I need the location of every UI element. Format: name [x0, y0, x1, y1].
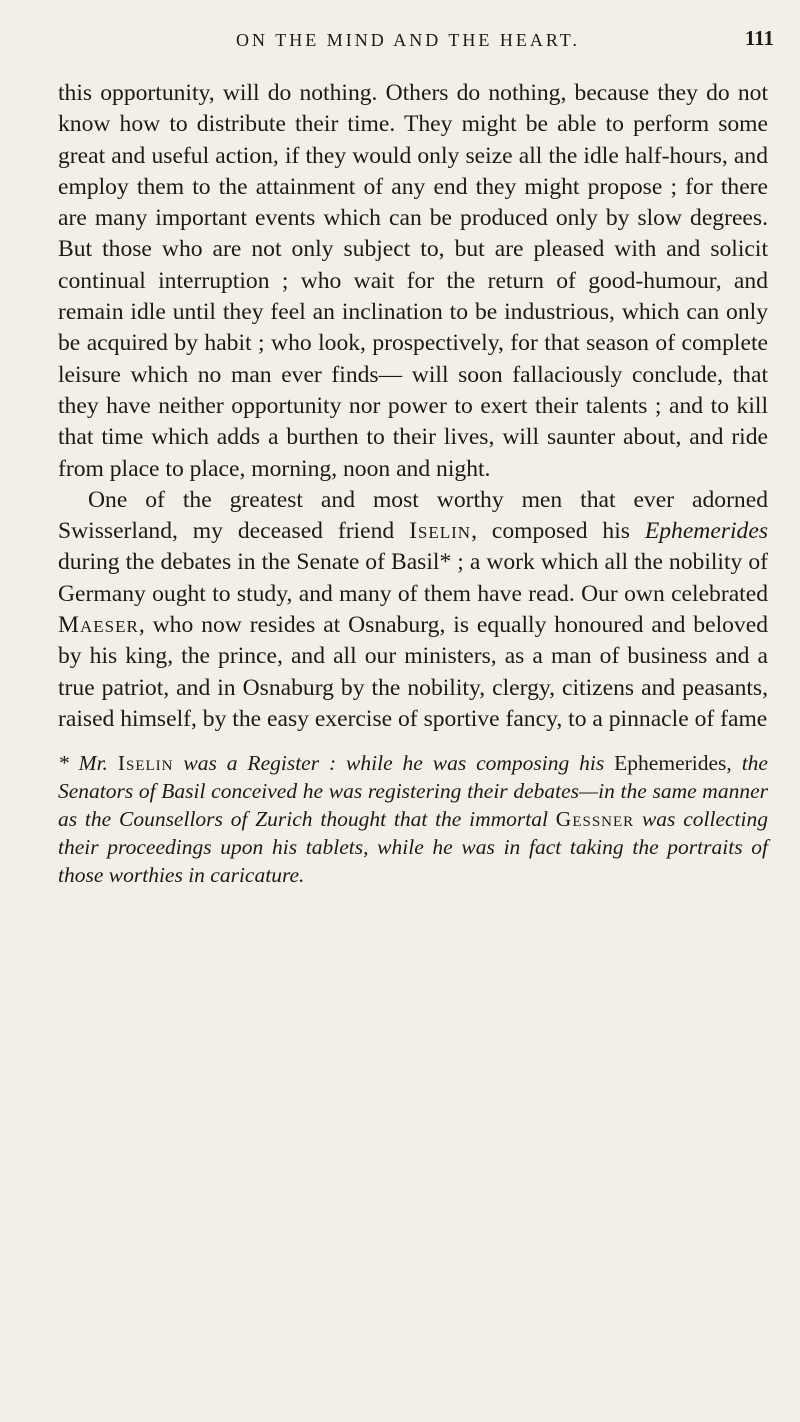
name-maeser: Maeser	[58, 612, 139, 639]
footnote-name-iselin: Iselin	[117, 751, 174, 776]
footnote-ephemerides: Ephemerides,	[614, 751, 732, 776]
footnote-text: was collecting their proceedings upon his tablets, while he was in fact taking the portraits of those worthies in caricature.	[58, 807, 768, 888]
page-header	[58, 0, 774, 78]
paragraph-text: , composed his	[471, 518, 645, 545]
book-page	[58, 0, 774, 1422]
paragraph-iselin	[58, 485, 768, 735]
running-head: ON THE MIND AND THE HEART.	[236, 30, 580, 50]
footnote-text: * Mr.	[58, 751, 118, 776]
page-number: 111	[744, 26, 774, 50]
footnote-name-gessner: Gessner	[555, 807, 635, 832]
footnote-text: the Senators of Basil conceived he was registering their debates—in the same manner as the Counsellors of Zurich thought that the immortal	[58, 751, 768, 832]
paragraph-text: One of the greatest and most worthy men that ever adorned Swisserland, my deceased friend	[58, 486, 768, 545]
title-ephemerides: Ephemerides	[644, 518, 769, 545]
paragraph-text: , who now resides at Osnaburg, is equally honoured and beloved by his king, the prince, and all our ministers, as a man of business and a true patriot, and in Osnaburg by the nobility, clergy, citizens and peasants, raised himself, by the easy exercise of sportive fancy, to a pinnacle of fame	[58, 612, 768, 732]
footnote-text: was a Register : while he was composing his	[173, 751, 615, 776]
paragraph-continuation: this opportunity, will do nothing. Others do nothing, because they do not know how to distribute their time. They might be able to perform some great and useful action, if they would only seize all the idle half-hours, and employ them to the attainment of any end they might propose ; for there are many important events which can be produced only by slow degrees. But those who are not only subject to, but are pleased with and solicit continual interruption ; who wait for the return of good-humour, and remain idle until they feel an inclination to be industrious, which can only be acquired by habit ; who look, prospectively, for that season of complete leisure which no man ever finds— will soon fallaciously conclude, that they have neither opportunity nor power to exert their talents ; and to kill that time which adds a burthen to their lives, will saunter about, and ride from place to place, morning, noon and night.	[58, 80, 768, 482]
footnote	[58, 749, 768, 889]
name-iselin: Iselin	[409, 518, 472, 545]
paragraph-text: during the debates in the Senate of Basil* ; a work which all the nobility of Germany ought to study, and many of them have read. Our own celebrated	[58, 549, 768, 607]
